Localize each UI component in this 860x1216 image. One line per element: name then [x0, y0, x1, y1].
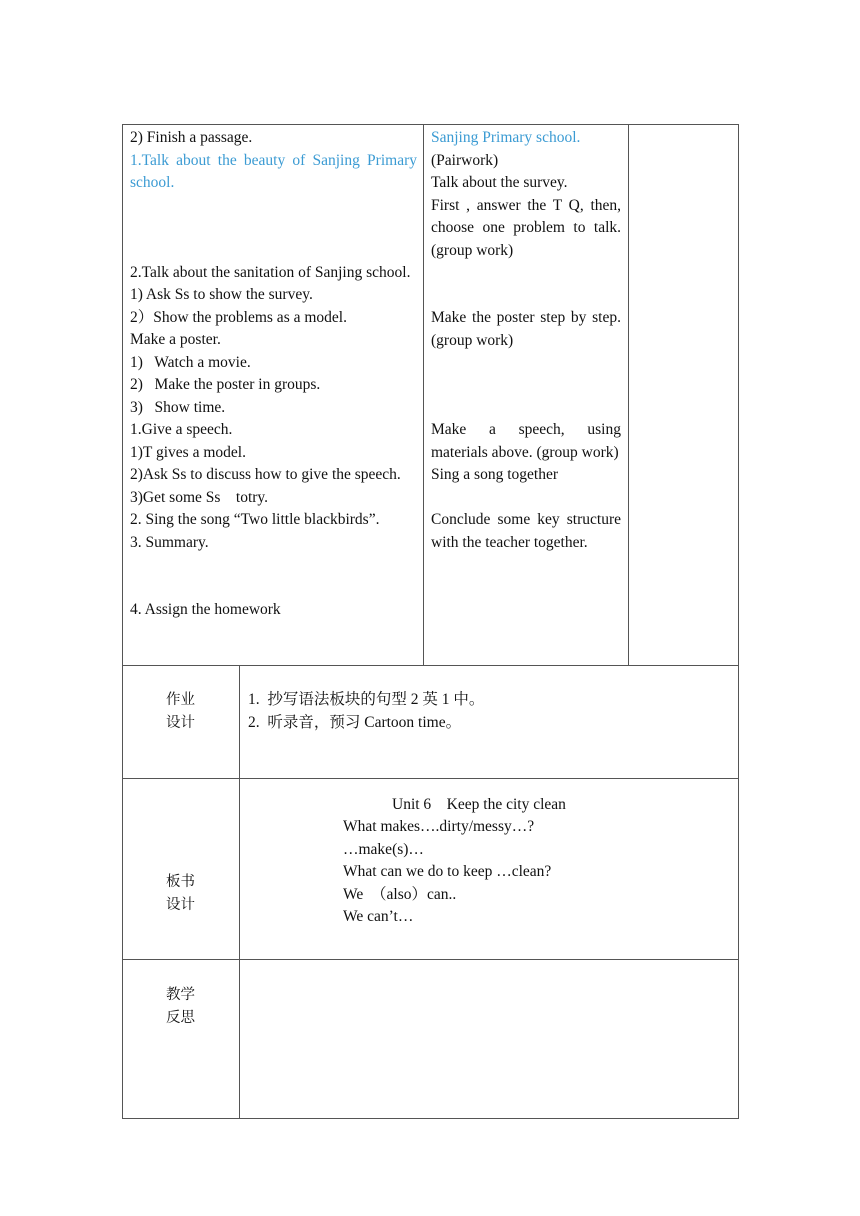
reflection-content: [240, 960, 738, 1118]
homework-label-line1: 作业: [166, 692, 195, 708]
summary-text: 3. Summary.: [130, 533, 209, 551]
column-divider-teacher-student: [423, 124, 424, 665]
homework-label: [122, 689, 239, 735]
conclude-text: Conclude some key structure with the teacher together.: [431, 511, 621, 551]
talk-sanitation-text: 2.Talk about the sanitation of Sanjing school.: [130, 263, 411, 281]
board-line-4: We （also）can..: [343, 885, 457, 903]
reflection-label: [122, 984, 239, 1030]
reflection-label-line2: 反思: [166, 1010, 195, 1026]
sing-together-text: Sing a song together: [431, 466, 558, 483]
board-line-5: We can’t…: [343, 908, 414, 925]
pairwork-text: (Pairwork): [431, 151, 499, 169]
sanjing-school-text: Sanjing Primary school.: [431, 129, 581, 146]
teacher-model-text: 1)T gives a model.: [130, 443, 246, 461]
talk-survey-text: Talk about the survey.: [431, 174, 568, 191]
homework-label-line2: 设计: [166, 715, 195, 731]
make-poster-text: Make a poster.: [130, 331, 221, 348]
watch-movie-text: 1) Watch a movie.: [130, 353, 251, 371]
sing-song-text: 2. Sing the song “Two little blackbirds”.: [130, 511, 380, 528]
board-label-line1: 板书: [166, 874, 195, 890]
table-bottom-border: [122, 1118, 739, 1119]
homework-item-2: 2. 听录音，预习 Cartoon time。: [248, 713, 462, 731]
board-label-line2: 设计: [166, 897, 195, 913]
table-right-border: [738, 124, 739, 1119]
board-line-3: What can we do to keep …clean?: [343, 863, 552, 880]
discuss-text: 2)Ask Ss to discuss how to give the speech.: [130, 466, 401, 483]
poster-step-text: Make the poster step by step. (group work): [431, 309, 621, 349]
board-design-label: [122, 871, 239, 917]
talk-beauty-text: 1.Talk about the beauty of Sanjing Primary school.: [130, 151, 417, 191]
show-problems-text: 2）Show the problems as a model.: [130, 308, 347, 326]
give-speech-text: 1.Give a speech.: [130, 421, 233, 438]
teacher-activities-column: [130, 127, 417, 622]
ask-survey-text: 1) Ask Ss to show the survey.: [130, 286, 313, 303]
row-divider-homework: [122, 665, 739, 666]
column-divider-student-notes: [628, 124, 629, 665]
finish-passage-text: 2) Finish a passage.: [130, 129, 253, 146]
table-top-border: [122, 124, 739, 125]
reflection-label-line1: 教学: [166, 987, 195, 1003]
make-groups-text: 2) Make the poster in groups.: [130, 376, 321, 393]
table-left-border: [122, 124, 123, 1119]
first-answer-text: First , answer the T Q, then, choose one problem to talk. (group work): [431, 196, 621, 259]
homework-content: [248, 689, 728, 734]
get-ss-text: 3)Get some Ss totry.: [130, 488, 269, 506]
board-design-lines: [343, 816, 723, 929]
board-line-2: …make(s)…: [343, 840, 424, 858]
board-design-title: Unit 6 Keep the city clean: [392, 796, 566, 813]
row-divider-board: [122, 778, 739, 779]
make-speech-text: Make a speech, using materials above. (group work): [431, 421, 621, 461]
show-time-text: 3) Show time.: [130, 398, 226, 416]
student-activities-column: [431, 127, 621, 554]
homework-item-1: 1. 抄写语法板块的句型 2 英 1 中。: [248, 691, 485, 708]
board-line-1: What makes….dirty/messy…?: [343, 818, 535, 835]
assign-homework-text: 4. Assign the homework: [130, 601, 281, 618]
